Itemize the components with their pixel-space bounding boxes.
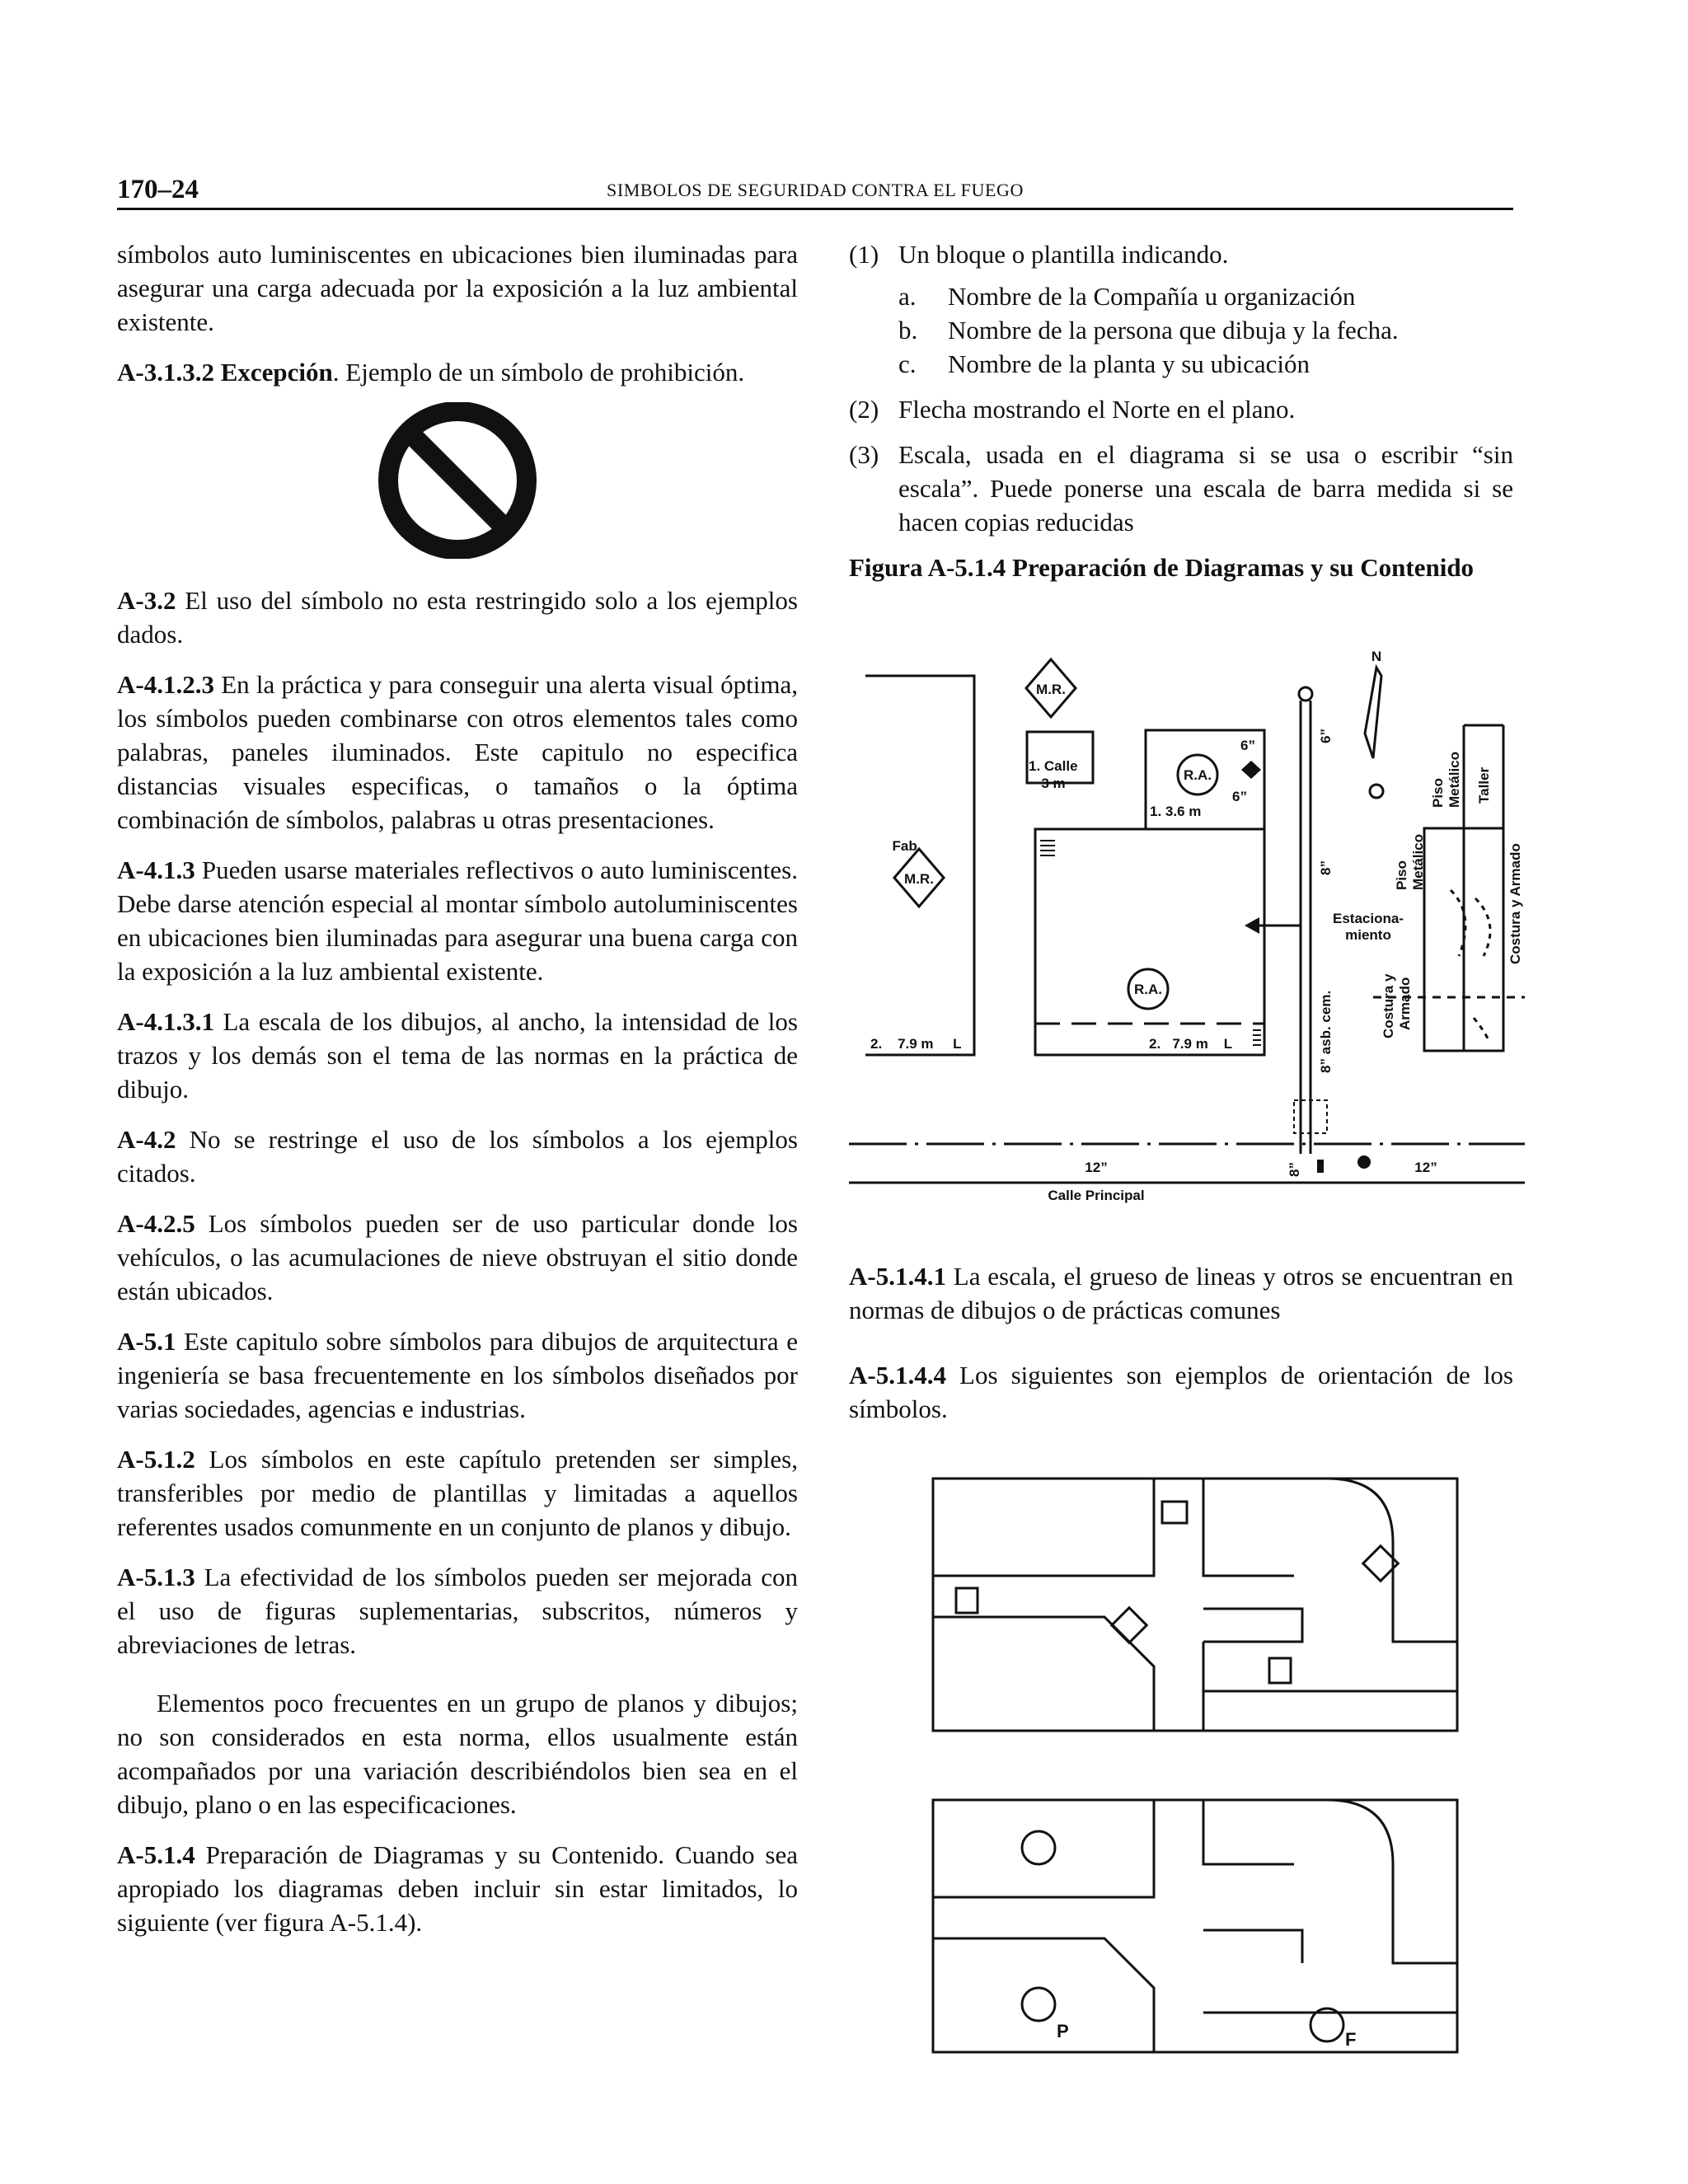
label: Metálico: [1447, 751, 1462, 808]
paragraph: A-4.1.3 Pueden usarse materiales reflectivos o auto luminiscentes. Debe darse atención especial al montar símbolo autoluminiscentes en ubicaciones bien iluminadas para asegurar una buena carga con la exposición a la luz ambiental existente.: [117, 855, 798, 986]
paragraph: A-4.1.2.3 En la práctica y para conseguir una alerta visual óptima, los símbolos pueden combinarse con otros elementos tales como palabras, paneles iluminados. Este capitulo no especifica distancias visuales especificas, o tamaños o la óptima combinación de símbolos, palabras u otras presentaciones.: [117, 670, 798, 834]
label: Piso: [1430, 778, 1446, 808]
page-number: 170–24: [117, 175, 199, 204]
label: Costura y Armado: [1507, 843, 1523, 964]
label: 12”: [1085, 1160, 1108, 1175]
label: 6”: [1232, 789, 1247, 804]
paragraph: A-3.2 El uso del símbolo no esta restringido solo a los ejemplos dados.: [117, 586, 798, 649]
paragraph: A-5.1 Este capitulo sobre símbolos para dibujos de arquitectura e ingeniería se basa frecuentemente en los símbolos diseñados por varias sociedades, agencias e industrias.: [117, 1327, 798, 1423]
wall-line: [865, 676, 974, 808]
label: 8”: [1318, 860, 1334, 875]
arrow-icon: [1245, 917, 1259, 934]
label: Calle Principal: [1048, 1188, 1145, 1203]
hydrant-icon: [1299, 687, 1312, 701]
paragraph: A-4.2.5 Los símbolos pueden ser de uso particular donde los vehículos, o las acumulaciones de nieve obstruyan el sitio donde están ubicados.: [117, 1209, 798, 1305]
list-item: (3) Escala, usada en el diagrama si se usa o escribir “sin escala”. Puede ponerse una escala de barra medida si se hacen copias reducidas: [849, 440, 1513, 537]
list-subitem: c. Nombre de la planta y su ubicación: [898, 349, 1311, 378]
label: M.R.: [1036, 682, 1066, 697]
right-column: [849, 237, 1513, 601]
north-arrow-icon: [1365, 668, 1383, 798]
site-plan-figure: [849, 643, 1525, 1203]
orientation-diagram-1: [931, 1477, 1459, 1732]
label: N: [1371, 649, 1382, 664]
orientation-diagram-2: [931, 1798, 1459, 2054]
valve-icon: [1241, 761, 1261, 779]
prohibition-icon: [117, 402, 798, 559]
paragraph: A-3.1.3.2 Excepción. Ejemplo de un símbolo de prohibición.: [117, 358, 745, 387]
paragraph: A-5.1.4 Preparación de Diagramas y su Contenido. Cuando sea apropiado los diagramas deben incluir sin estar limitados, lo siguiente (ver figura A-5.1.4).: [117, 1840, 798, 1937]
hydrant-icon: [1022, 1988, 1055, 2021]
right-column-lower: [849, 1259, 1513, 1442]
label: Costura y: [1381, 973, 1396, 1038]
label: 12”: [1414, 1160, 1437, 1175]
paragraph: A-5.1.3 La efectividad de los símbolos pueden ser mejorada con el uso de figuras suplementarias, subscritos, números y abreviaciones de letras.: [117, 1563, 798, 1659]
label: 1. Calle: [1029, 758, 1078, 774]
list-item: (1) Un bloque o plantilla indicando.: [849, 240, 1229, 269]
running-title: SIMBOLOS DE SEGURIDAD CONTRA EL FUEGO: [606, 180, 1025, 200]
label: 2. 7.9 m L: [870, 1036, 962, 1052]
label: R.A.: [1134, 982, 1162, 997]
page-header: [117, 171, 1513, 208]
paragraph: A-4.2 No se restringe el uso de los símbolos a los ejemplos citados.: [117, 1125, 798, 1188]
label: 1. 3.6 m: [1150, 804, 1202, 819]
main-building: [1035, 829, 1264, 1055]
label: 6”: [1318, 729, 1334, 743]
telephone-icon: [956, 1502, 1398, 1683]
label: Estaciona-: [1333, 911, 1404, 926]
paragraph: A-5.1.4.1 La escala, el grueso de lineas y otros se encuentran en normas de dibujos o de prácticas comunes: [849, 1262, 1513, 1324]
label: miento: [1345, 927, 1391, 943]
north-arrow-icon: [1022, 1831, 1055, 1864]
list-subitem: b. Nombre de la persona que dibuja y la fecha.: [898, 316, 1399, 344]
paragraph: A-5.1.4.4 Los siguientes son ejemplos de orientación de los símbolos.: [849, 1361, 1513, 1423]
label: M.R.: [904, 871, 934, 887]
list-subitem: a. Nombre de la Compañía u organización: [898, 282, 1356, 311]
label: 2. 7.9 m L: [1149, 1036, 1233, 1052]
label: P: [1057, 2021, 1069, 2041]
paragraph: A-5.1.2 Los símbolos en este capítulo pretenden ser simples, transferibles por medio de plantillas y limitadas a aquellos referentes usados comunmente en un conjunto de planos y dibujo.: [117, 1445, 798, 1541]
paragraph: A-4.1.3.1 La escala de los dibujos, al ancho, la intensidad de los trazos y los demás son el tema de las normas en la práctica de dibujo.: [117, 1007, 798, 1104]
label: 6”: [1240, 738, 1255, 753]
label: Piso: [1394, 860, 1409, 890]
paragraph: Elementos poco frecuentes en un grupo de planos y dibujos; no son considerados en esta norma, ellos usualmente están acompañados por una variación describiéndolos bien sea en el dibujo, plano o en las especificaciones.: [117, 1689, 798, 1819]
label: 8” asb. cem.: [1318, 990, 1334, 1073]
list-item: (2) Flecha mostrando el Norte en el plano.: [849, 395, 1296, 424]
label: Armado: [1397, 977, 1413, 1030]
hydrant-icon: [1357, 1155, 1371, 1169]
label: 3 m: [1041, 776, 1066, 791]
label: Fab.: [892, 838, 921, 854]
label: Metálico: [1410, 833, 1426, 890]
label: R.A.: [1184, 767, 1212, 783]
label: Taller: [1476, 766, 1492, 804]
left-column: [117, 237, 798, 1956]
paragraph: símbolos auto luminiscentes en ubicaciones bien iluminadas para asegurar una carga adecuada por la exposición a la luz ambiental existente.: [117, 240, 798, 336]
header-rule: [117, 208, 1513, 210]
label: 8”: [1287, 1162, 1302, 1177]
figure-title: Figura A-5.1.4 Preparación de Diagramas y su Contenido: [849, 553, 1475, 582]
label: F: [1345, 2029, 1357, 2050]
